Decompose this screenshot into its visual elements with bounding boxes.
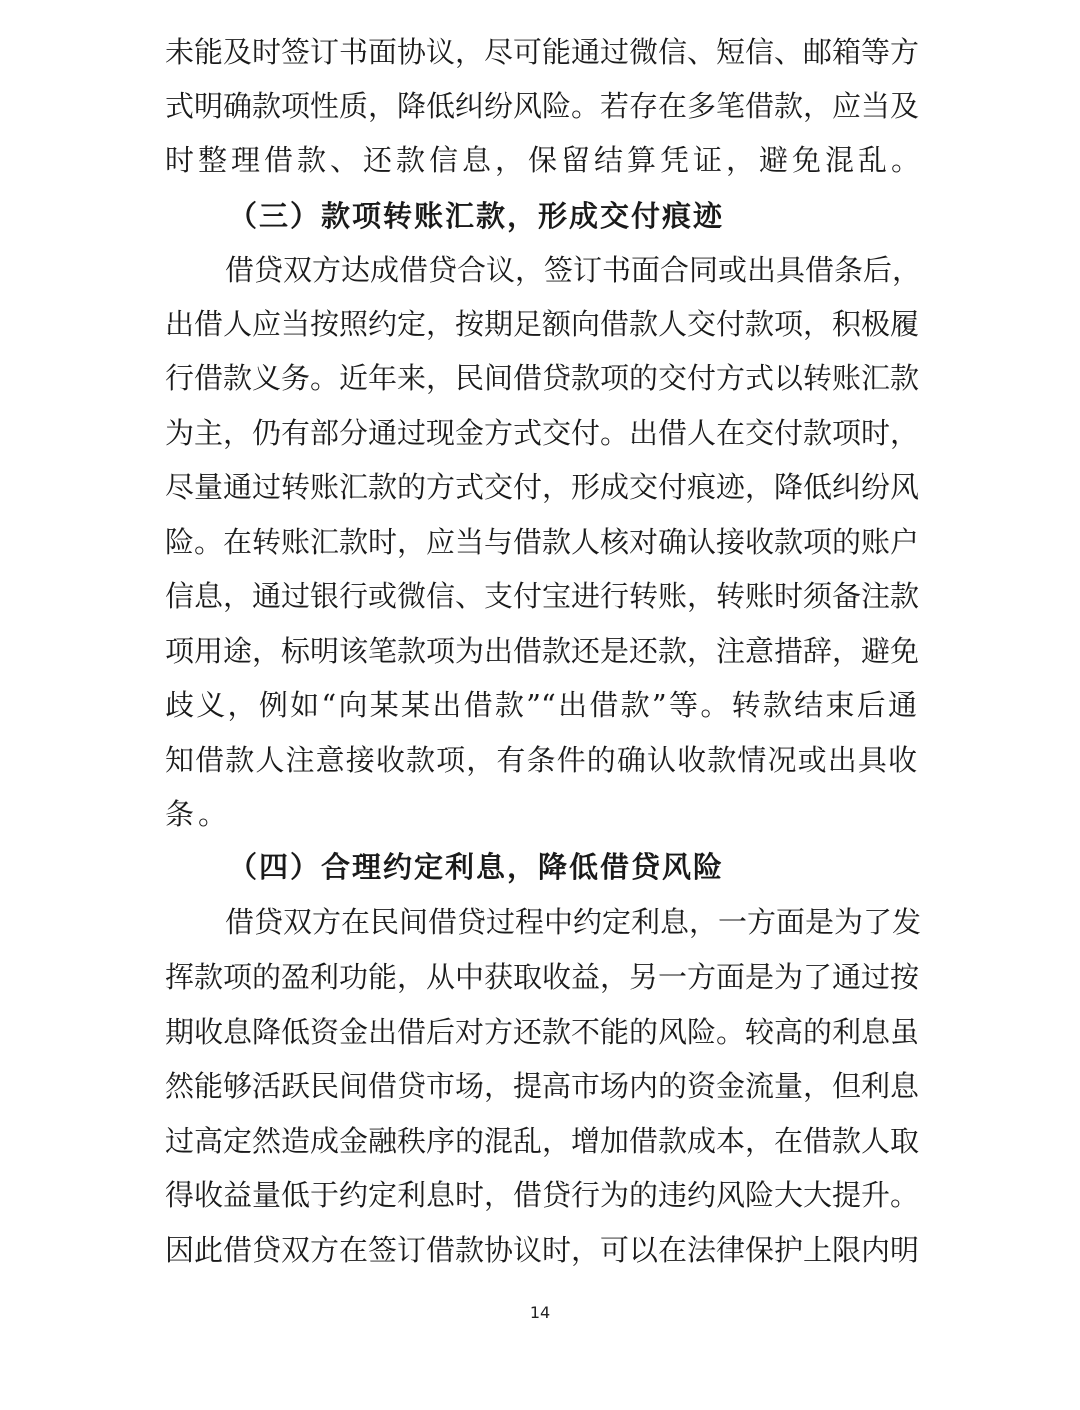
paragraph-line: 时整理借款、还款信息，保留结算凭证，避免混乱。 — [165, 143, 925, 177]
paragraph-line: 期收息降低资金出借后对方还款不能的风险。较高的利息虽 — [165, 1015, 920, 1049]
paragraph-line: 因此借贷双方在签订借款协议时，可以在法律保护上限内明 — [165, 1233, 920, 1267]
paragraph-line: 为主，仍有部分通过现金方式交付。出借人在交付款项时， — [165, 416, 920, 450]
paragraph-line: 行借款义务。近年来，民间借贷款项的交付方式以转账汇款 — [165, 361, 920, 395]
paragraph-line: 未能及时签订书面协议，尽可能通过微信、短信、邮箱等方 — [165, 35, 920, 69]
paragraph-line: 过高定然造成金融秩序的混乱，增加借款成本，在借款人取 — [165, 1124, 920, 1158]
paragraph-line: 得收益量低于约定利息时，借贷行为的违约风险大大提升。 — [165, 1178, 920, 1212]
paragraph-line: 信息，通过银行或微信、支付宝进行转账，转账时须备注款 — [165, 579, 920, 613]
paragraph-line: 知借款人注意接收款项，有条件的确认收款情况或出具收 — [165, 743, 917, 777]
paragraph-line: 条。 — [165, 797, 232, 831]
paragraph-line: 险。在转账汇款时，应当与借款人核对确认接收款项的账户 — [165, 525, 920, 559]
paragraph-line: 尽量通过转账汇款的方式交付，形成交付痕迹，降低纠纷风 — [165, 470, 920, 504]
section-heading-4: （四）合理约定利息，降低借贷风险 — [228, 850, 725, 884]
paragraph-line: 式明确款项性质，降低纠纷风险。若存在多笔借款，应当及 — [165, 89, 920, 123]
paragraph-line: 借贷双方达成借贷合议，签订书面合同或出具借条后， — [225, 253, 922, 287]
paragraph-line: 歧义，例如“向某某出借款”“出借款”等。转款结束后通 — [165, 688, 917, 722]
paragraph-line: 然能够活跃民间借贷市场，提高市场内的资金流量，但利息 — [165, 1069, 920, 1103]
section-heading-3: （三）款项转账汇款，形成交付痕迹 — [228, 199, 725, 233]
page-number: 14 — [529, 1303, 551, 1322]
paragraph-line: 出借人应当按照约定，按期足额向借款人交付款项，积极履 — [165, 307, 920, 341]
paragraph-line: 项用途，标明该笔款项为出借款还是还款，注意措辞，避免 — [165, 634, 920, 668]
paragraph-line: 挥款项的盈利功能，从中获取收益，另一方面是为了通过按 — [165, 960, 920, 994]
paragraph-line: 借贷双方在民间借贷过程中约定利息，一方面是为了发 — [225, 905, 922, 939]
